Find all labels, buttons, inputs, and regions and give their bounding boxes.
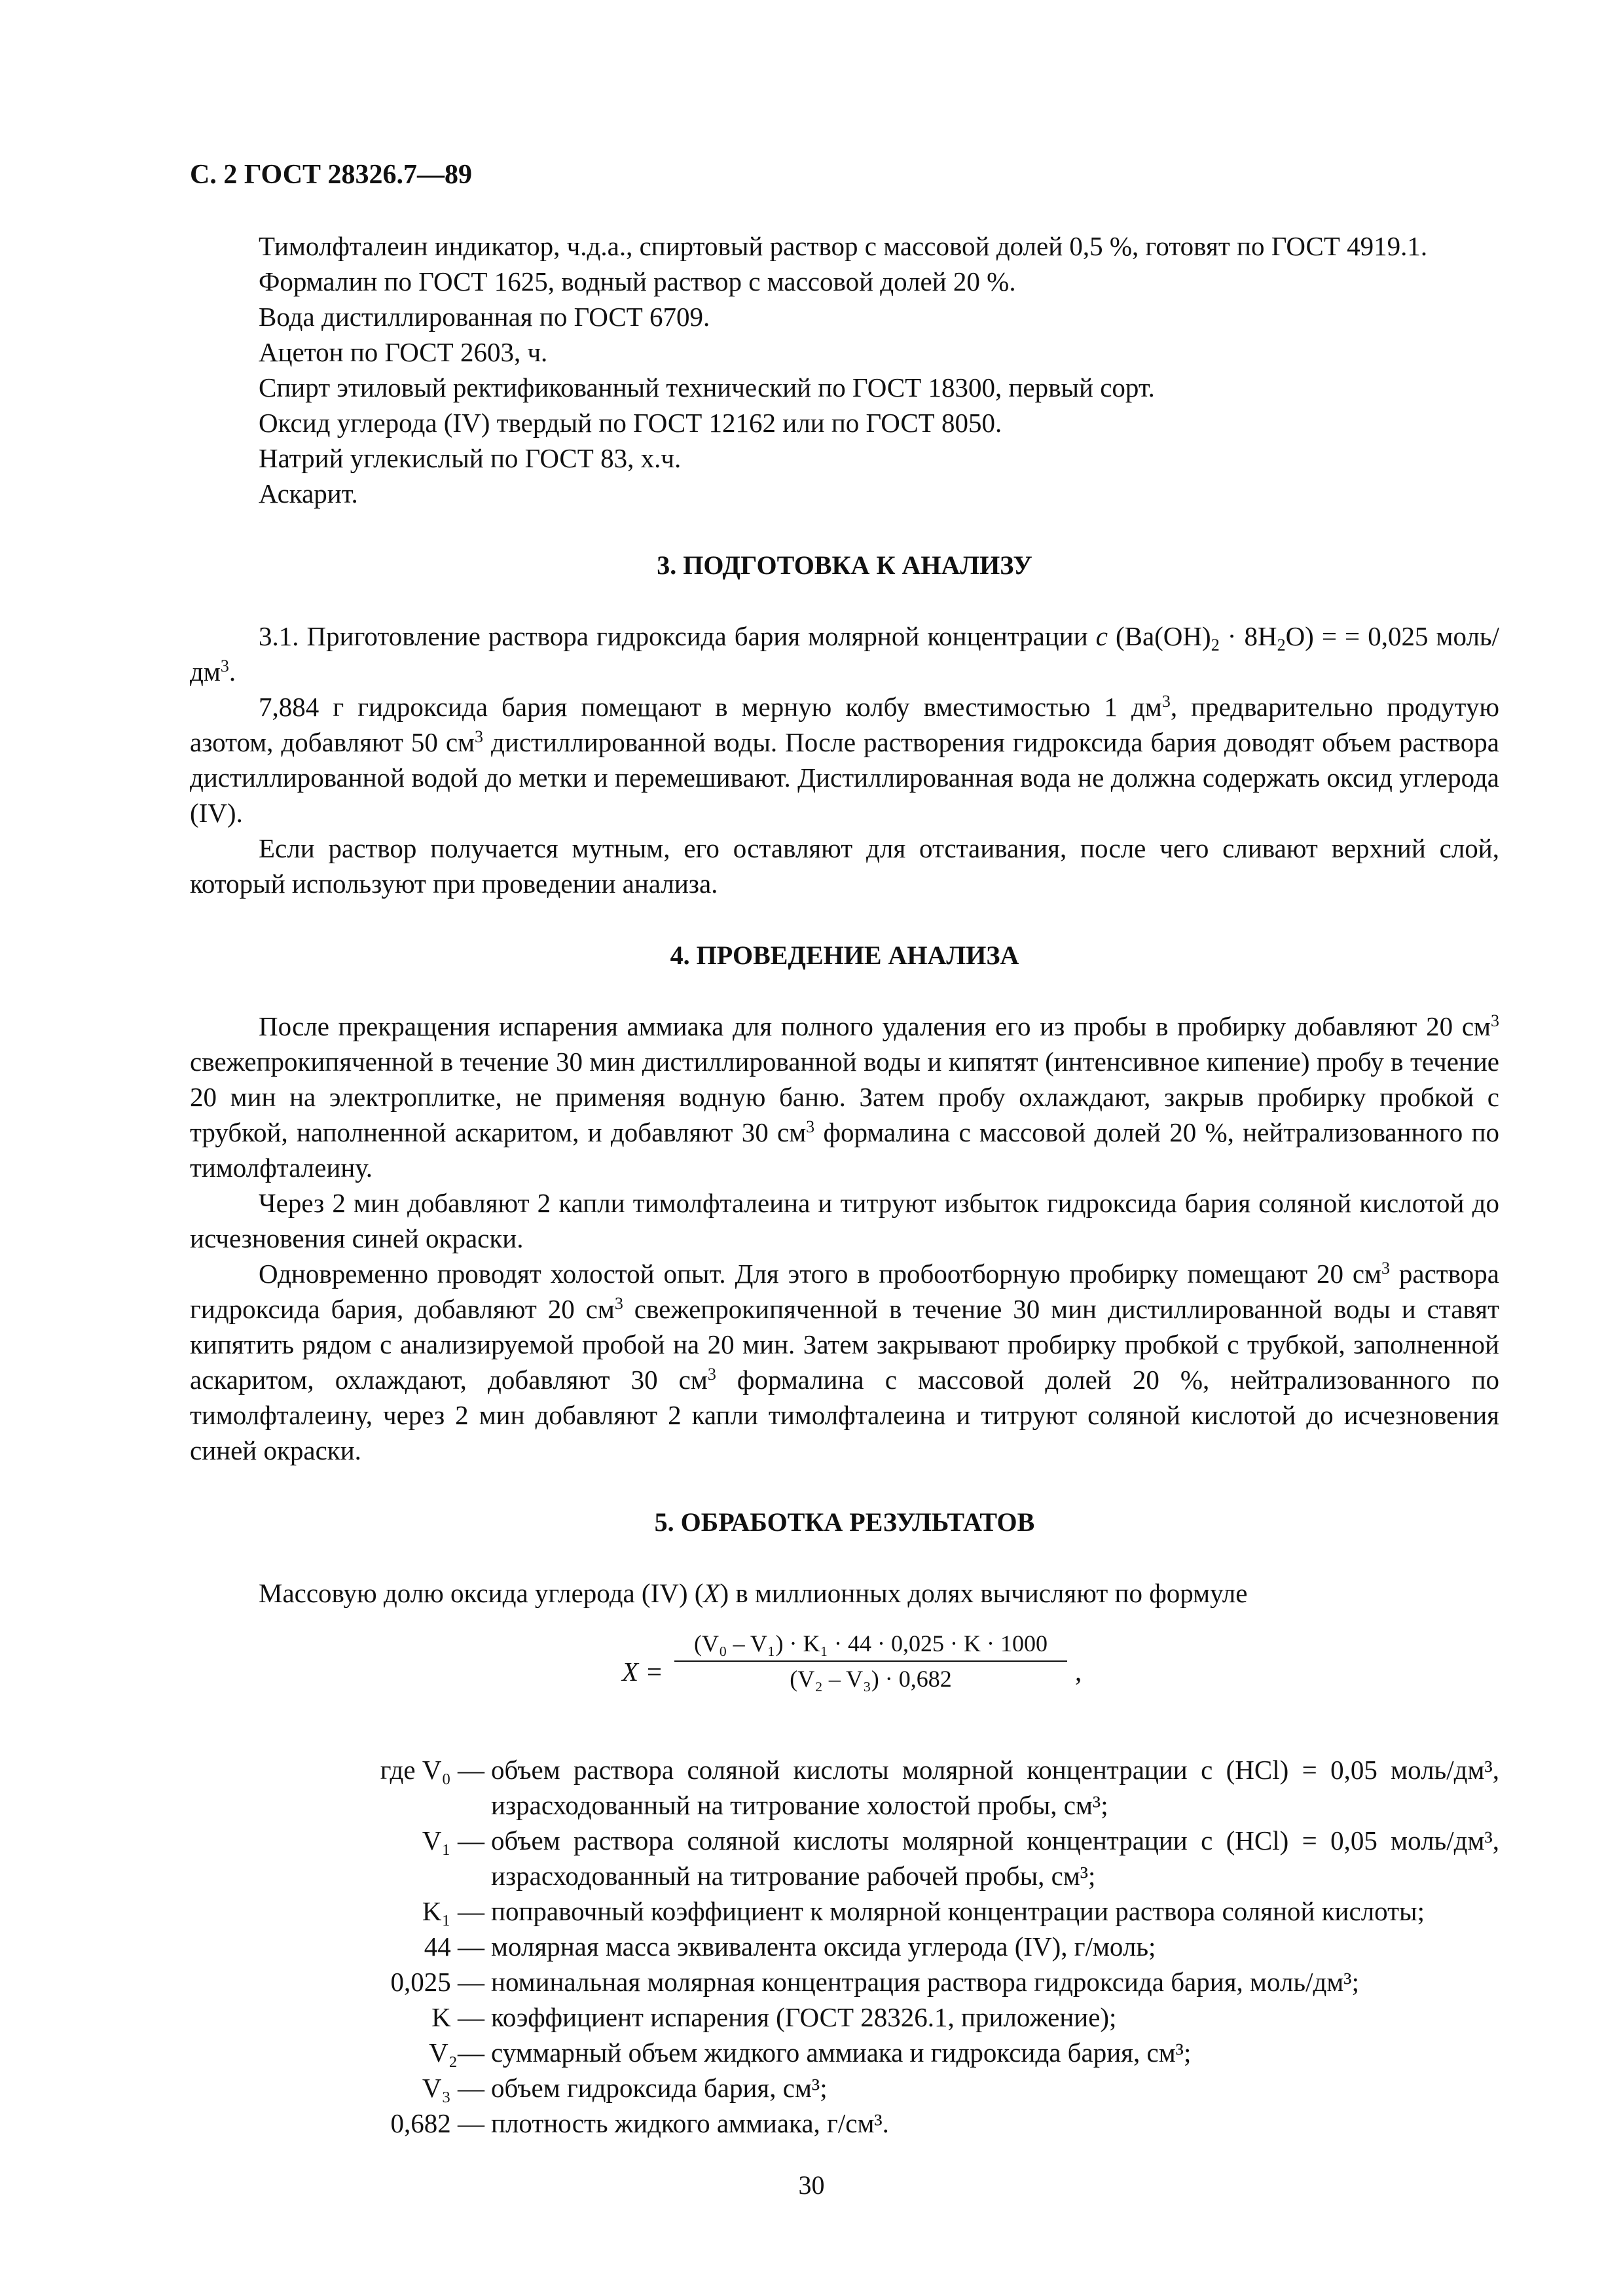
definition-row	[190, 1823, 1499, 1893]
formula-denominator: (V₂ – V₃) · 0,682	[790, 1666, 952, 1692]
definition-symbol: 44 —	[424, 1931, 484, 1962]
formula-fraction	[674, 1628, 1067, 1695]
reagent-item: Тимолфталеин индикатор, ч.д.а., спиртовый раствор с массовой долей 0,5 %, готовят по ГОСТ 4919.1.	[259, 231, 1428, 261]
definition-text: коэффициент испарения (ГОСТ 28326.1, приложение);	[491, 2002, 1117, 2032]
reagent-item: Натрий углекислый по ГОСТ 83, х.ч.	[259, 443, 682, 473]
definition-text: поправочный коэффициент к молярной концентрации раствора соляной кислоты;	[491, 1896, 1425, 1926]
reagent-item: Спирт этиловый ректификованный технический по ГОСТ 18300, первый сорт.	[259, 372, 1155, 403]
definition-row	[190, 2000, 1499, 2035]
definition-row	[190, 2106, 1499, 2141]
definition-text: объем раствора соляной кислоты молярной концентрации c (HCl) = 0,05 моль/дм³, израсходованный на титрование холостой пробы, см³;	[491, 1755, 1499, 1820]
definition-symbol: K₁ —	[422, 1896, 484, 1926]
section-4-paragraph-1: После прекращения испарения аммиака для полного удаления его из пробы в пробирку добавляют 20 $см^3$ свежепрокипяченной в течение 30 мин дистиллированной воды и кипятят (интенсивное кипение) пробу в течение 20 мин на электроплитке, не применяя водную баню. Затем пробу охлаждают, закрыв пробирку пробкой с трубкой, наполненной аскаритом, и добавляют 30 $см^3$ формалина с массовой долей 20 %, нейтрализованного по тимолфталеину.	[190, 1011, 1500, 1183]
definition-row	[190, 1752, 1499, 1823]
formula-comma: ,	[1075, 1657, 1082, 1687]
definition-symbol: 0,025 —	[390, 1967, 484, 1997]
definition-text: объем раствора соляной кислоты молярной концентрации c (HCl) = 0,05 моль/дм³, израсходованный на титрование рабочей пробы, см³;	[491, 1825, 1499, 1891]
reagent-item: Ацетон по ГОСТ 2603, ч.	[259, 337, 548, 367]
definition-row	[190, 1893, 1499, 1929]
definition-row	[190, 1929, 1499, 1964]
definition-text: плотность жидкого аммиака, г/см³.	[491, 2108, 889, 2138]
reagent-item: Оксид углерода (IV) твердый по ГОСТ 12162 или по ГОСТ 8050.	[259, 408, 1002, 438]
reagent-item: Аскарит.	[259, 478, 358, 509]
section-3-title: 3. ПОДГОТОВКА К АНАЛИЗУ	[657, 550, 1032, 580]
definition-symbol: где V₀ —	[380, 1755, 484, 1785]
definition-row	[190, 1964, 1499, 2000]
formula-definitions	[190, 1752, 1499, 2141]
formula	[190, 1628, 1499, 1719]
definition-text: молярная масса эквивалента оксида углерода (IV), г/моль;	[491, 1931, 1156, 1962]
definition-row	[190, 2070, 1499, 2106]
definition-symbol: 0,682 —	[390, 2108, 484, 2138]
reagent-item: Формалин по ГОСТ 1625, водный раствор с массовой долей 20 %.	[259, 266, 1016, 296]
reagents-list	[190, 228, 1499, 511]
section-3-paragraph-2: 7,884 г гидроксида бария помещают в мерную колбу вместимостью 1 $дм^3$, предварительно продутую азотом, добавляют 50 $см^3$ дистиллированной воды. После растворения гидроксида бария доводят объем раствора дистиллированной водой до метки и перемешивают. Дистиллированная вода не должна содержать оксид углерода (IV).	[190, 692, 1500, 828]
fraction-bar	[674, 1660, 1067, 1662]
definition-symbol: V₃ —	[422, 2073, 484, 2103]
formula-numerator: (V₀ – V₁) · K₁ · 44 · 0,025 · K · 1000	[694, 1630, 1048, 1657]
section-5-title: 5. ОБРАБОТКА РЕЗУЛЬТАТОВ	[654, 1507, 1035, 1537]
definition-text: номинальная молярная концентрация раствора гидроксида бария, моль/дм³;	[491, 1967, 1359, 1997]
section-4-paragraph-3: Одновременно проводят холостой опыт. Для этого в пробоотборную пробирку помещают 20 $см^3$ раствора гидроксида бария, добавляют 20 $см^3$ свежепрокипяченной в течение 30 мин дистиллированной воды и ставят кипятить рядом с анализируемой пробой на 20 мин. Затем закрывают пробирку пробкой с трубкой, заполненной аскаритом, охлаждают, добавляют 30 $см^3$ формалина с массовой долей 20 %, нейтрализованного по тимолфталеину, через 2 мин добавляют 2 капли тимолфталеина и титруют соляной кислотой до исчезновения синей окраски.	[190, 1259, 1500, 1465]
section-3-paragraph-1: 3.1. Приготовление раствора гидроксида бария молярной концентрации c $(Ba(OH)_2 \cdot 8H_2O)$ = = 0,025 моль/$дм^3$.	[190, 621, 1499, 687]
page-header: С. 2 ГОСТ 28326.7—89	[190, 160, 473, 190]
section-4-title: 4. ПРОВЕДЕНИЕ АНАЛИЗА	[670, 941, 1019, 970]
section-4-paragraph-2: Через 2 мин добавляют 2 капли тимолфталеина и титруют избыток гидроксида бария соляной кислотой до исчезновения синей окраски.	[190, 1188, 1499, 1253]
formula-lhs: X =	[622, 1657, 663, 1687]
page-number: 30	[798, 2170, 825, 2200]
definition-text: объем гидроксида бария, см³;	[491, 2073, 828, 2103]
section-3-paragraph-3: Если раствор получается мутным, его оставляют для отстаивания, после чего сливают верхний слой, который используют при проведении анализа.	[190, 833, 1499, 899]
definition-text: суммарный объем жидкого аммиака и гидроксида бария, см³;	[491, 2037, 1192, 2068]
reagent-item: Вода дистиллированная по ГОСТ 6709.	[259, 302, 710, 332]
definition-symbol: V₁ —	[422, 1825, 484, 1856]
definition-row	[190, 2035, 1499, 2070]
section-5-intro: Массовую долю оксида углерода (IV) (X) в миллионных долях вычисляют по формуле	[259, 1578, 1248, 1608]
definition-symbol: V₂—	[429, 2037, 484, 2068]
definition-symbol: K —	[431, 2002, 484, 2032]
document-page	[190, 157, 1499, 2141]
